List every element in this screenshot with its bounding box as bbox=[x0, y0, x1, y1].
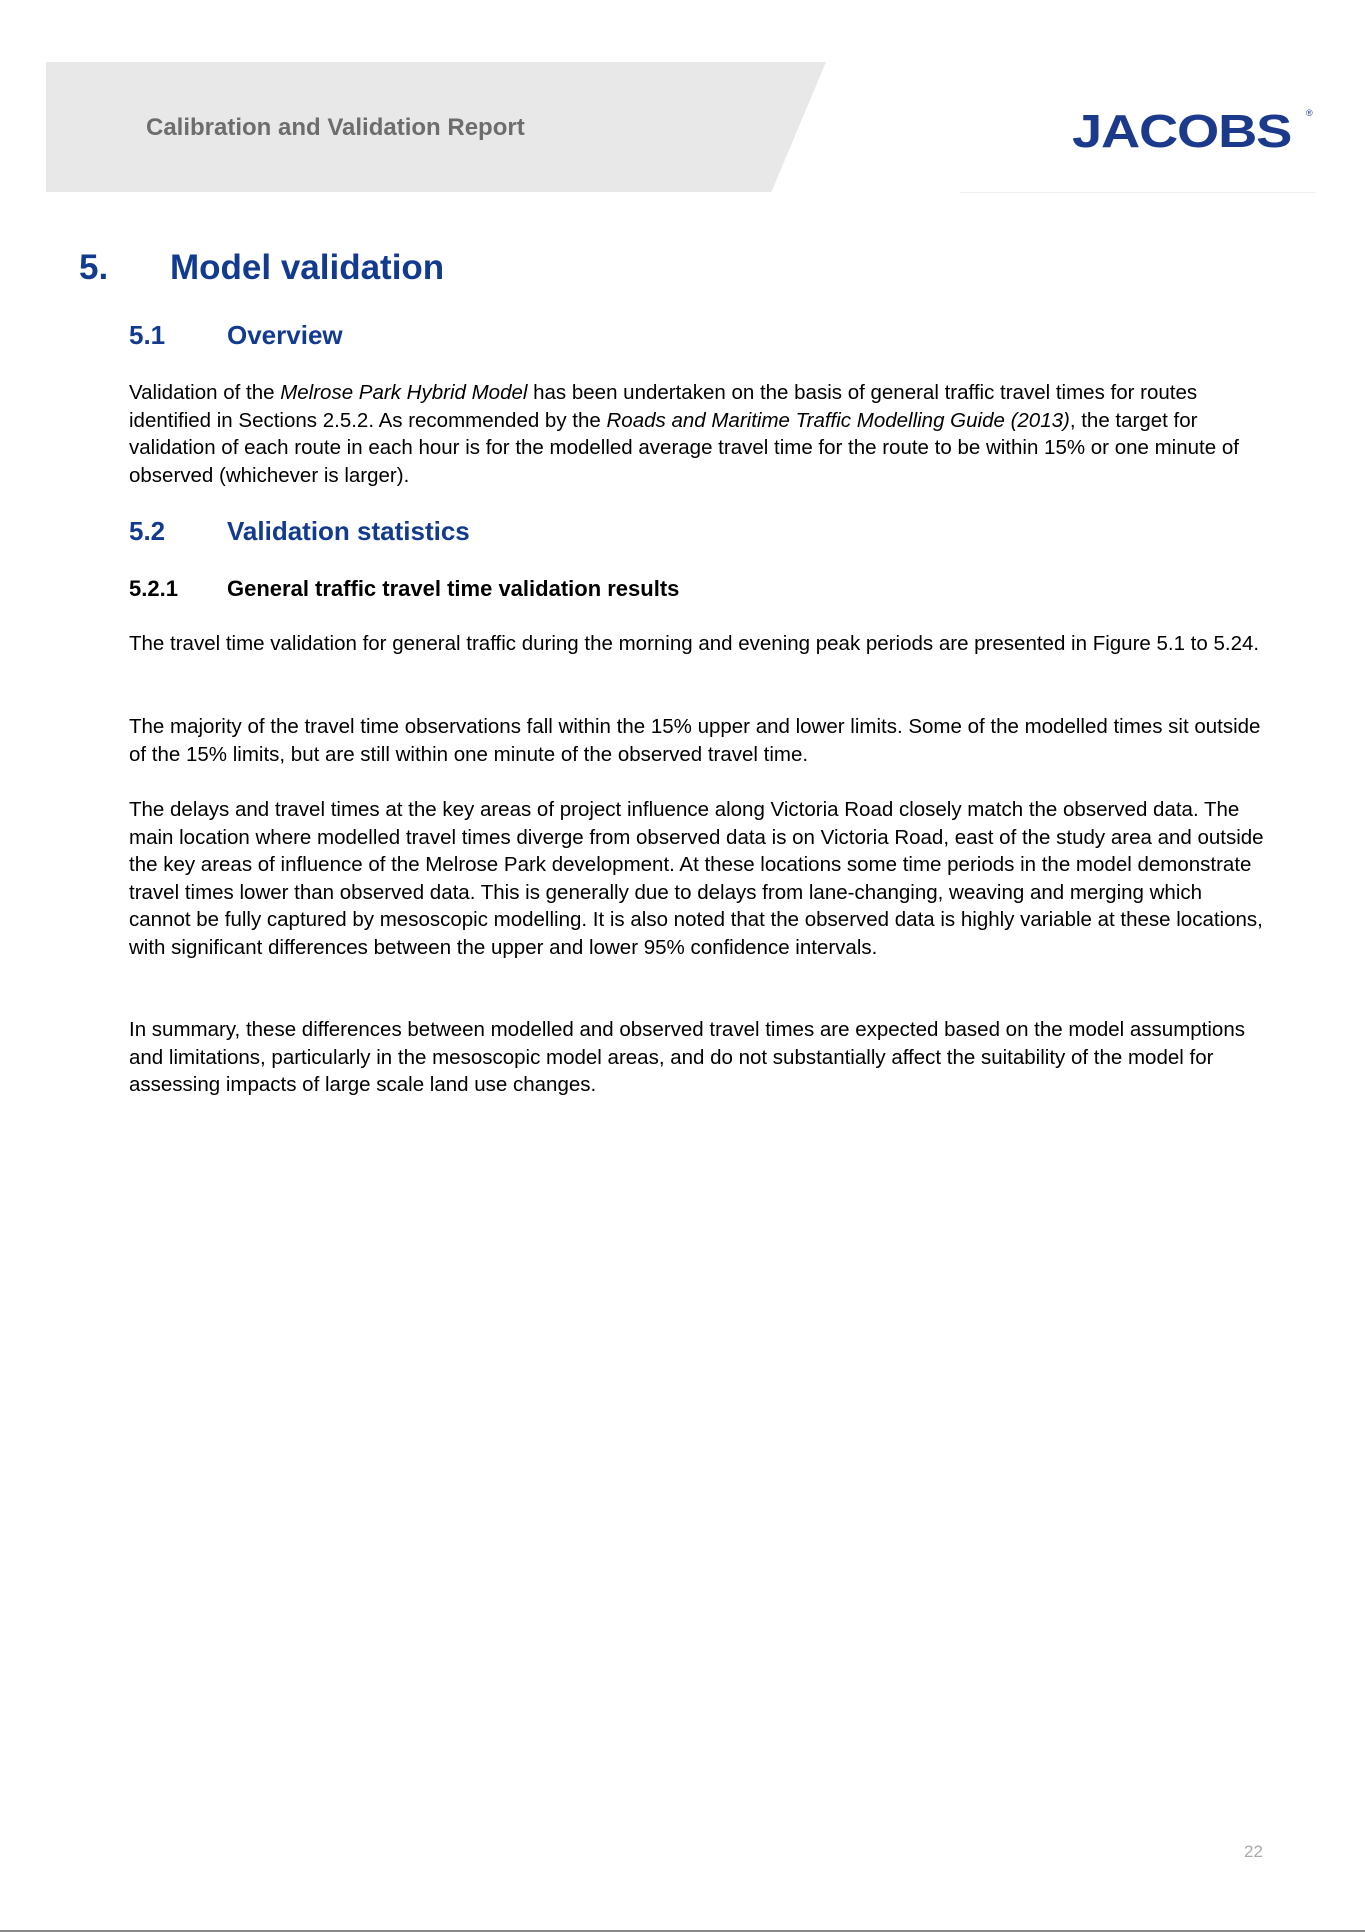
model-name: Melrose Park Hybrid Model bbox=[280, 381, 528, 404]
report-title: Calibration and Validation Report bbox=[146, 114, 525, 141]
section-number: 5. bbox=[79, 248, 109, 287]
guide-name: Roads and Maritime Traffic Modelling Guide (2013) bbox=[606, 408, 1070, 432]
paragraph-observations: The majority of the travel time observations fall within the 15% upper and lower limits. Some of the modelled times sit outside of the 15% limits, but are still within one minute of the observed travel time. bbox=[129, 715, 1261, 766]
jacobs-logo: JACOBS bbox=[1072, 105, 1292, 157]
section-title: Model validation bbox=[170, 248, 445, 287]
overview-paragraph: Validation of the Melrose Park Hybrid Model has been undertaken on the basis of general traffic travel times for routes identified in Sections 2.5.2. As recommended by the Roads and Maritime Traffic Modelling Guide (2013), the target for validation of each route in each hour is for the modelled average travel time for the route to be within 15% or one minute of observed (whichever is larger). bbox=[129, 381, 1239, 487]
subsection-title-stats: Validation statistics bbox=[227, 516, 470, 546]
subsection-title-overview: Overview bbox=[227, 320, 343, 350]
subsubsection-title: General traffic travel time validation results bbox=[227, 576, 680, 601]
page-number: 22 bbox=[1244, 1842, 1263, 1861]
subsection-number-overview: 5.1 bbox=[129, 320, 166, 350]
paragraph-summary: In summary, these differences between modelled and observed travel times are expected based on the model assumptions and limitations, particularly in the mesoscopic model areas, and do not substantially affect the suitability of the model for assessing impacts of large scale land use changes. bbox=[129, 1018, 1245, 1096]
subsubsection-number: 5.2.1 bbox=[129, 576, 178, 601]
paragraph-victoria-road: The delays and travel times at the key areas of project influence along Victoria Road closely match the observed data. The main location where modelled travel times diverge from observed data is on Victoria Road, east of the study area and outside the key areas of influence of the Melrose Park development. At these locations some time periods in the model demonstrate travel times lower than observed data. This is generally due to delays from lane-changing, weaving and merging which cannot be fully captured by mesoscopic modelling. It is also noted that the observed data is highly variable at these locations, with significant differences between the upper and lower 95% confidence intervals. bbox=[129, 798, 1264, 959]
header-divider bbox=[960, 192, 1316, 193]
registered-mark: ® bbox=[1306, 108, 1313, 118]
paragraph-figures: The travel time validation for general traffic during the morning and evening peak periods are presented in Figure 5.1 to 5.24. bbox=[129, 632, 1260, 655]
subsection-number-stats: 5.2 bbox=[129, 516, 166, 546]
